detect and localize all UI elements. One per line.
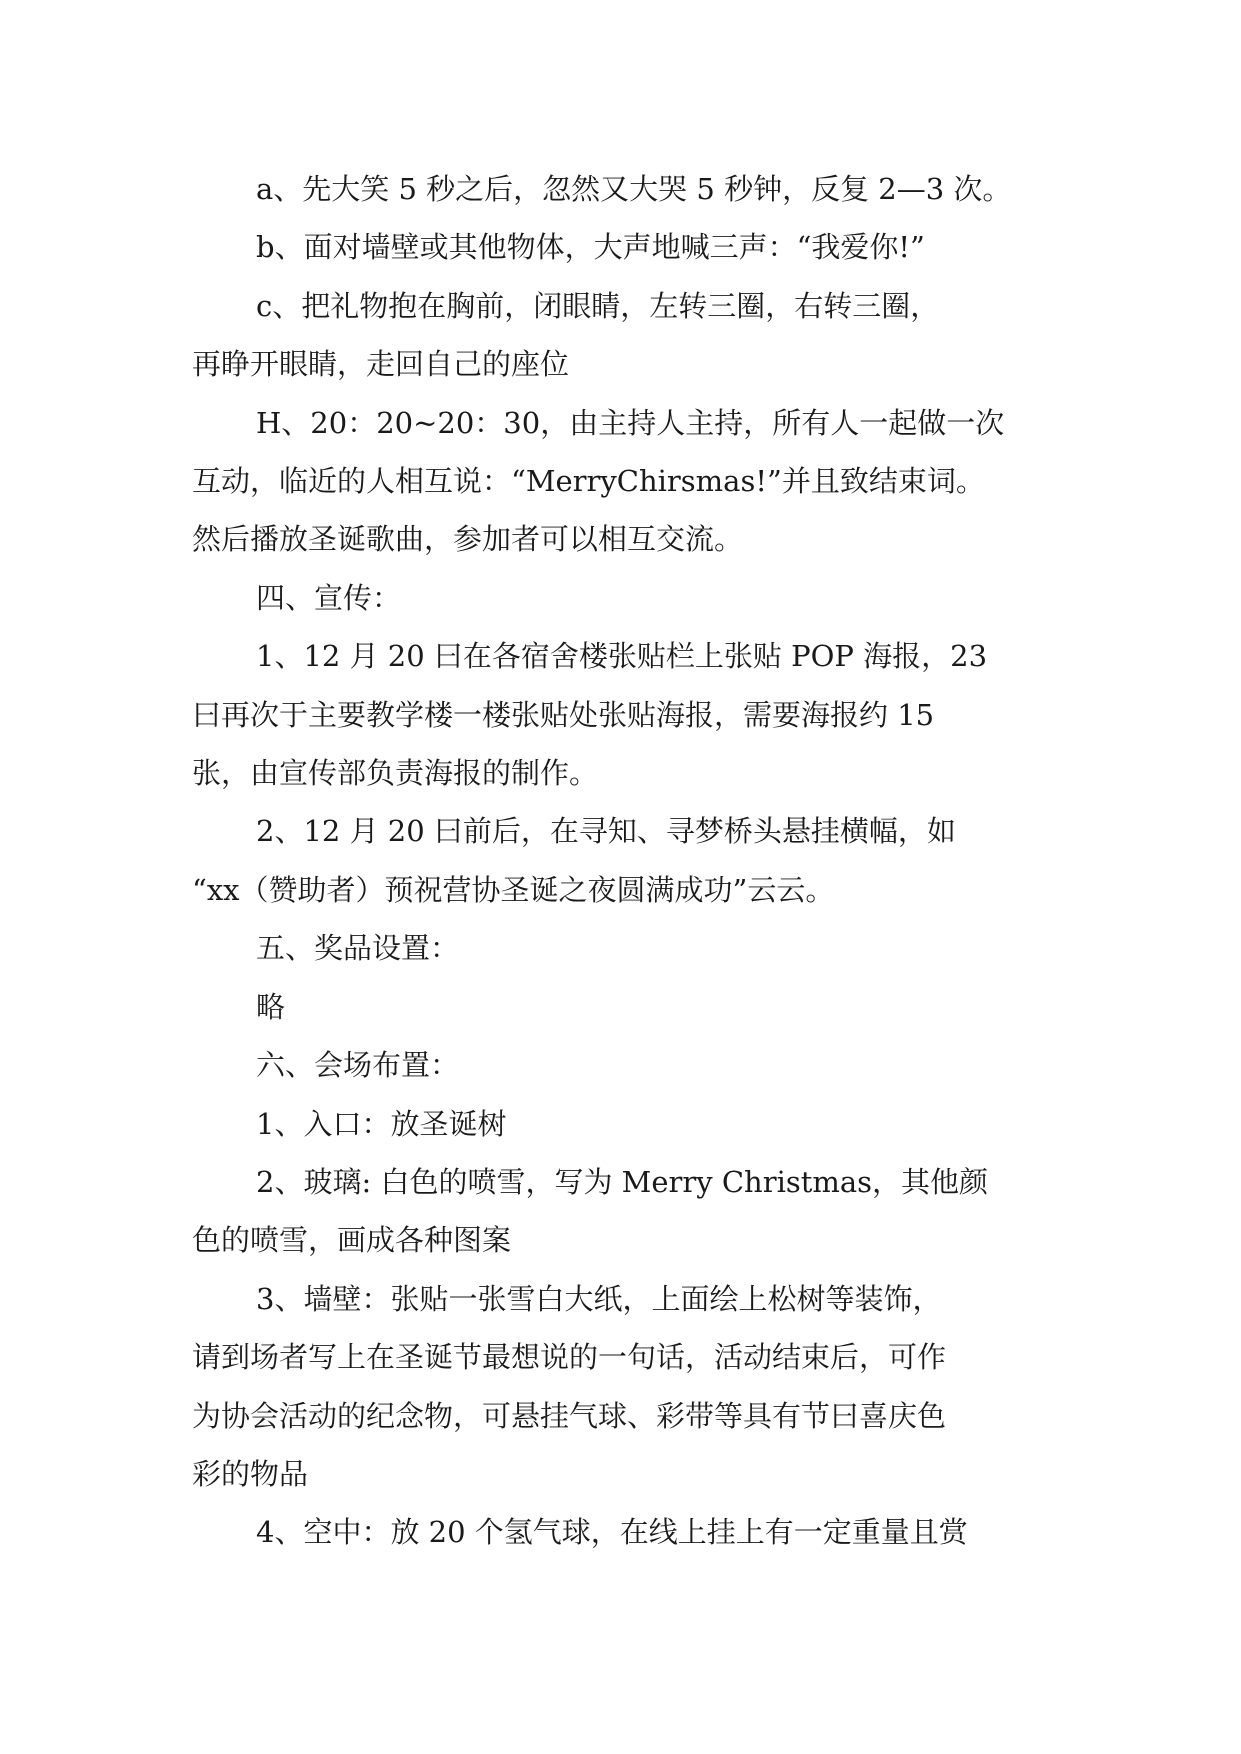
section-heading-venue — [192, 1036, 1072, 1094]
section-heading-prizes — [192, 919, 1072, 977]
paragraph-venue-3 — [192, 1270, 1072, 1504]
text-line: 彩的物品 — [192, 1456, 309, 1491]
text-line: c、把礼物抱在胸前，闭眼睛，左转三圈，右转三圈， — [256, 288, 940, 323]
text-line: H、20：20~20：30，由主持人主持，所有人一起做一次 — [256, 405, 1005, 440]
text-line: a、先大笑 5 秒之后，忽然又大哭 5 秒钟，反复 2—3 次。 — [256, 172, 1012, 206]
text-line: 四、宣传： — [256, 580, 402, 615]
text-line: 张，由宣传部负责海报的制作。 — [192, 756, 599, 791]
text-line: 为协会活动的纪念物，可悬挂气球、彩带等具有节曰喜庆色 — [192, 1398, 947, 1433]
paragraph-prizes — [192, 978, 1072, 1036]
paragraph-venue-2 — [192, 1153, 1072, 1270]
paragraph-publicity-1 — [192, 627, 1072, 802]
paragraph-a — [192, 160, 1072, 218]
text-line: 2、12 月 20 曰前后，在寻知、寻梦桥头悬挂横幅，如 — [256, 814, 956, 849]
paragraph-b — [192, 218, 1072, 276]
text-line: 1、12 月 20 曰在各宿舍楼张贴栏上张贴 POP 海报，23 — [256, 639, 988, 674]
text-line: 略 — [256, 989, 286, 1024]
paragraph-h — [192, 394, 1072, 569]
text-line: 五、奖品设置： — [256, 931, 460, 966]
text-line: 3、墙壁：张贴一张雪白大纸，上面绘上松树等装饰， — [256, 1281, 942, 1316]
text-line: 六、会场布置： — [256, 1048, 460, 1083]
text-line: 4、空中：放 20 个氢气球，在线上挂上有一定重量且赏 — [256, 1515, 968, 1550]
document-body — [192, 160, 1072, 1562]
text-line: 1、入口：放圣诞树 — [256, 1106, 507, 1141]
paragraph-venue-1 — [192, 1095, 1072, 1153]
text-line: 互动，临近的人相互说：“MerryChirsmas!”并且致结束词。 — [192, 464, 985, 499]
paragraph-venue-4 — [192, 1503, 1072, 1561]
section-heading-publicity — [192, 569, 1072, 627]
text-line: b、面对墙壁或其他物体，大声地喊三声：“我爱你!” — [256, 230, 925, 265]
paragraph-publicity-2 — [192, 802, 1072, 919]
text-line: 2、玻璃: 白色的喷雪，写为 Merry Christmas，其他颜 — [256, 1164, 989, 1199]
text-line: 请到场者写上在圣诞节最想说的一句话，活动结束后，可作 — [192, 1340, 947, 1375]
text-line: 色的喷雪，画成各种图案 — [192, 1223, 512, 1258]
paragraph-c — [192, 277, 1072, 394]
text-line: 曰再次于主要教学楼一楼张贴处张贴海报，需要海报约 15 — [192, 697, 935, 732]
text-line: 然后播放圣诞歌曲，参加者可以相互交流。 — [192, 522, 744, 557]
text-line: 再睁开眼睛，走回自己的座位 — [192, 347, 570, 382]
text-line: “xx（赞助者）预祝营协圣诞之夜圆满成功”云云。 — [192, 872, 835, 907]
